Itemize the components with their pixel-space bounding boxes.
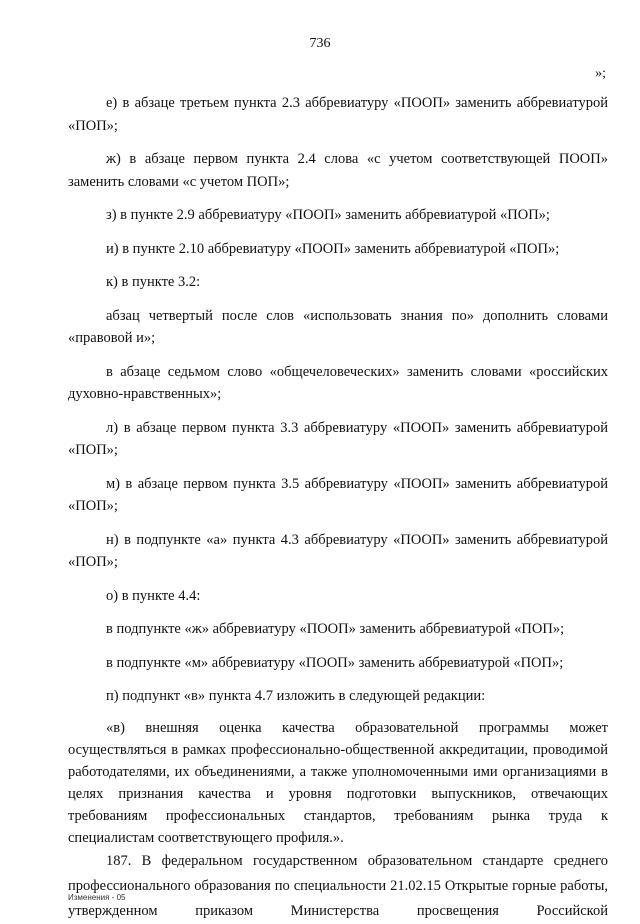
paragraph-m: м) в абзаце первом пункта 3.5 аббревиатуру «ПООП» заменить аббревиатурой «ПОП»;	[68, 475, 608, 514]
paragraph-k-abzac-7: в абзаце седьмом слово «общечеловеческих» заменить словами «российских духовно-нравственных»;	[68, 363, 608, 402]
paragraph-e: е) в абзаце третьем пункта 2.3 аббревиатуру «ПООП» заменить аббревиатурой «ПОП»;	[68, 95, 608, 134]
paragraph-p-new-text: «в) внешняя оценка качества образовательной программы может осуществляться в рамках профессионально-общественной аккредитации, проводимой работодателями, их объединениями, а также уполномоченными ими организациями в целях признания качества и уровня подготовки выпускников, отвечающих требованиям профессиональных стандартов, требованиям рынка труда к специалистам соответствующего профиля.».	[68, 720, 608, 846]
paragraph-o-m: в подпункте «м» аббревиатуру «ПООП» заменить аббревиатурой «ПОП»;	[106, 654, 564, 671]
paragraph-l: л) в абзаце первом пункта 3.3 аббревиатуру «ПООП» заменить аббревиатурой «ПОП»;	[68, 419, 608, 458]
paragraph-p: п) подпункт «в» пункта 4.7 изложить в следующей редакции:	[106, 688, 486, 704]
paragraph-zh: ж) в абзаце первом пункта 2.4 слова «с учетом соответствующей ПООП» заменить словами «с учетом ПОП»;	[68, 151, 608, 190]
paragraph-n: н) в подпункте «а» пункта 4.3 аббревиатуру «ПООП» заменить аббревиатурой «ПОП»;	[68, 531, 608, 570]
paragraph-o-zh: в подпункте «ж» аббревиатуру «ПООП» заменить аббревиатурой «ПОП»;	[106, 621, 565, 637]
paragraph-k-abzac-4: абзац четвертый после слов «использовать знания по» дополнить словами «правовой и»;	[68, 307, 608, 346]
closing-quote: »;	[595, 66, 606, 81]
document-body	[68, 92, 608, 924]
paragraph-k: к) в пункте 3.2:	[106, 274, 201, 290]
paragraph-o: о) в пункте 4.4:	[106, 587, 201, 604]
paragraph-z: з) в пункте 2.9 аббревиатуру «ПООП» заменить аббревиатурой «ПОП»;	[106, 207, 550, 223]
paragraph-i: и) в пункте 2.10 аббревиатуру «ПООП» заменить аббревиатурой «ПОП»;	[106, 240, 560, 257]
footer-label: Изменения - 05	[68, 893, 126, 902]
page-number: 736	[309, 36, 331, 51]
paragraph-187: 187. В федеральном государственном образовательном стандарте среднего профессионального образования по специальности 21.02.15 Открытые горные работы, утвержденном приказом Министерства просвещения Российской	[68, 853, 608, 919]
